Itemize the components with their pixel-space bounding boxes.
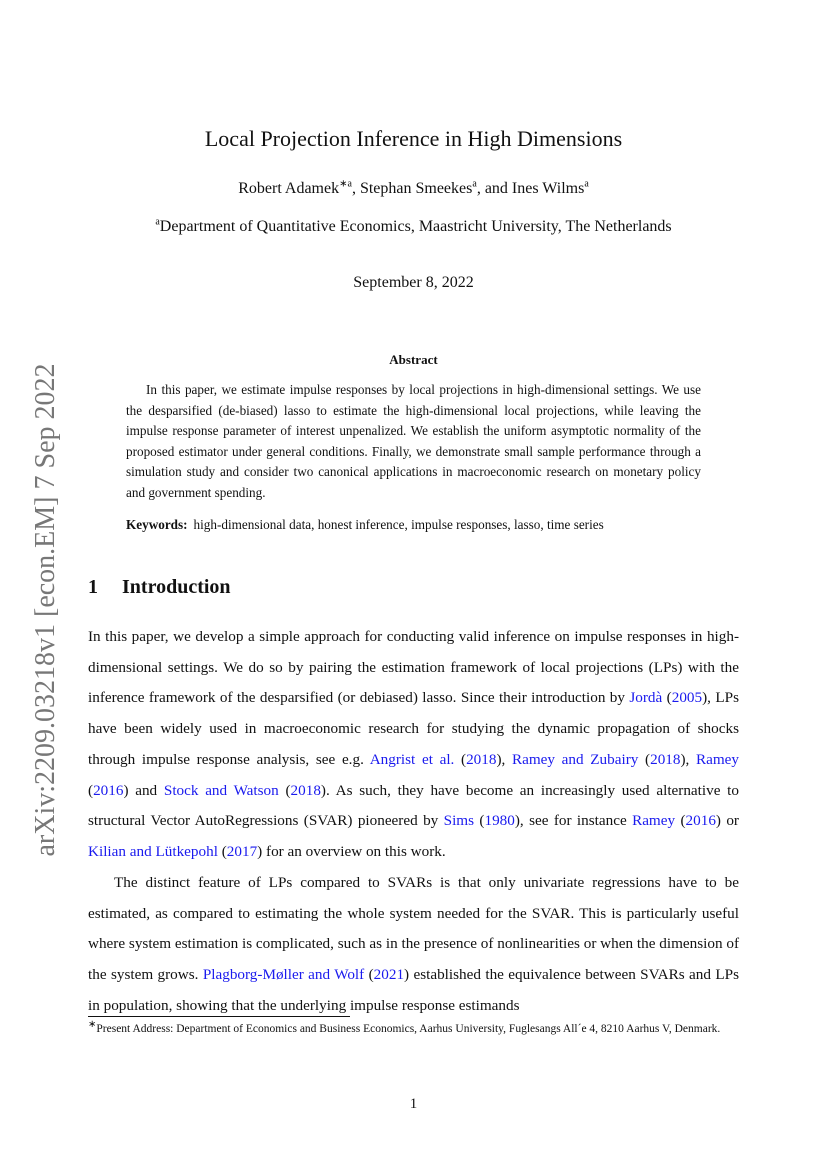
section-number: 1: [88, 576, 98, 598]
footnote: [88, 1021, 739, 1038]
page-number: 1: [409, 1096, 418, 1112]
keywords-text: high-dimensional data, honest inference, impulse responses, lasso, time series: [193, 517, 604, 532]
body-text: (: [88, 781, 94, 799]
author-name: Ines Wilms: [511, 180, 585, 197]
author-name: Robert Adamek: [238, 180, 340, 197]
citation-link[interactable]: Ramey and Zubairy: [511, 750, 639, 768]
citation-link[interactable]: 2018: [290, 781, 321, 799]
citation-link[interactable]: 2018: [466, 750, 497, 768]
body-text: ) for an overview on this work.: [257, 842, 446, 860]
citation-link[interactable]: 2016: [93, 781, 124, 799]
citation-link[interactable]: 1980: [484, 812, 515, 830]
citation-link[interactable]: Kilian and Lütkepohl: [88, 842, 218, 860]
footnote-text: Present Address: Department of Economics and Business Economics, Aarhus University, Fuglesangs All´e 4, 8210 Aarhus V, Denmark.: [96, 1023, 721, 1035]
body-text: (: [474, 812, 485, 830]
author-separator: ,: [351, 180, 360, 197]
section-title: Introduction: [122, 576, 231, 598]
body-text: ),: [496, 750, 512, 768]
citation-link[interactable]: 2016: [685, 812, 716, 830]
body-text: (: [675, 812, 686, 830]
body-text: ) established the equivalence between SVARs and LPs in population, showing that the underlying impulse response estimands: [88, 966, 739, 1014]
citation-link[interactable]: 2017: [226, 842, 258, 860]
body-text: In this paper, we develop a simple approach for conducting valid inference on impulse responses in high-dimensional settings. We do so by pairing the estimation framework of local projections (LPs) with the inference framework of the desparsified (or debiased) lasso. Since their introduction by: [88, 628, 739, 707]
body-text: ), see for instance: [514, 812, 633, 830]
keywords-label: Keywords:: [126, 517, 188, 532]
section-heading: [88, 576, 231, 599]
abstract-text: In this paper, we estimate impulse responses by local projections in high-dimensional settings. We use the desparsified (de-biased) lasso to estimate the high-dimensional local projections, while leaving the impulse response parameter of interest unpenalized. We establish the uniform asymptotic normality of the proposed estimator under general conditions. Finally, we demonstrate small sample performance through a simulation study and consider two canonical applications in macroeconomic research on monetary policy and government spending.: [126, 382, 701, 500]
citation-link[interactable]: Jordà: [629, 689, 663, 707]
author-separator: , and: [476, 180, 512, 197]
body-text: (: [638, 750, 651, 768]
affiliation-mark: a: [155, 216, 160, 228]
body-text: ), LPs have been widely used in macroeconomic research for studying the dynamic propagation of shocks through impulse response analysis, see e.g.: [88, 689, 739, 768]
author-affil-mark: a: [472, 178, 477, 190]
citation-link[interactable]: Angrist et al.: [369, 750, 455, 768]
affiliation-text: Department of Quantitative Economics, Maastricht University, The Netherlands: [159, 218, 672, 235]
footnote-mark: ∗: [88, 1019, 97, 1031]
body-text: ) or: [715, 812, 739, 830]
intro-paragraph-2: [88, 868, 739, 1022]
affiliation: [0, 218, 827, 236]
intro-paragraph-1: [88, 622, 739, 868]
author-list: [0, 180, 827, 198]
citation-link[interactable]: 2005: [671, 689, 703, 707]
footnote-rule: [88, 1016, 350, 1017]
abstract-heading: Abstract: [389, 352, 438, 367]
citation-link[interactable]: Stock and Watson: [163, 781, 279, 799]
keywords: [126, 517, 604, 533]
paper-title: Local Projection Inference in High Dimensions: [204, 126, 623, 151]
citation-link[interactable]: Ramey: [696, 750, 740, 768]
paper-date: September 8, 2022: [353, 274, 474, 291]
citation-link[interactable]: Sims: [443, 812, 475, 830]
citation-link[interactable]: 2021: [373, 966, 405, 984]
body-text: (: [278, 781, 291, 799]
author-affil-mark: ∗a: [339, 178, 352, 190]
citation-link[interactable]: 2018: [650, 750, 681, 768]
body-text: (: [662, 689, 672, 707]
arxiv-identifier[interactable]: arXiv:2209.03218v1 [econ.EM] 7 Sep 2022: [30, 363, 61, 857]
citation-link[interactable]: Plagborg-Møller and Wolf: [202, 966, 365, 984]
body-text: (: [217, 842, 227, 860]
body-text: (: [364, 966, 374, 984]
author-affil-mark: a: [584, 178, 589, 190]
author-name: Stephan Smeekes: [359, 180, 473, 197]
body-text: The distinct feature of LPs compared to SVARs is that only univariate regressions have to be estimated, as compared to estimating the whole system needed for the SVAR. This is particularly useful where system estimation is complicated, such as in the presence of nonlinearities or when the dimension of the system grows.: [88, 874, 739, 984]
body-text: ),: [680, 750, 696, 768]
body-text: (: [454, 750, 467, 768]
body-text: ) and: [123, 781, 164, 799]
citation-link[interactable]: Ramey: [632, 812, 676, 830]
body-text: ). As such, they have become an increasingly used alternative to structural Vector AutoRegressions (SVAR) pioneered by: [88, 781, 739, 830]
